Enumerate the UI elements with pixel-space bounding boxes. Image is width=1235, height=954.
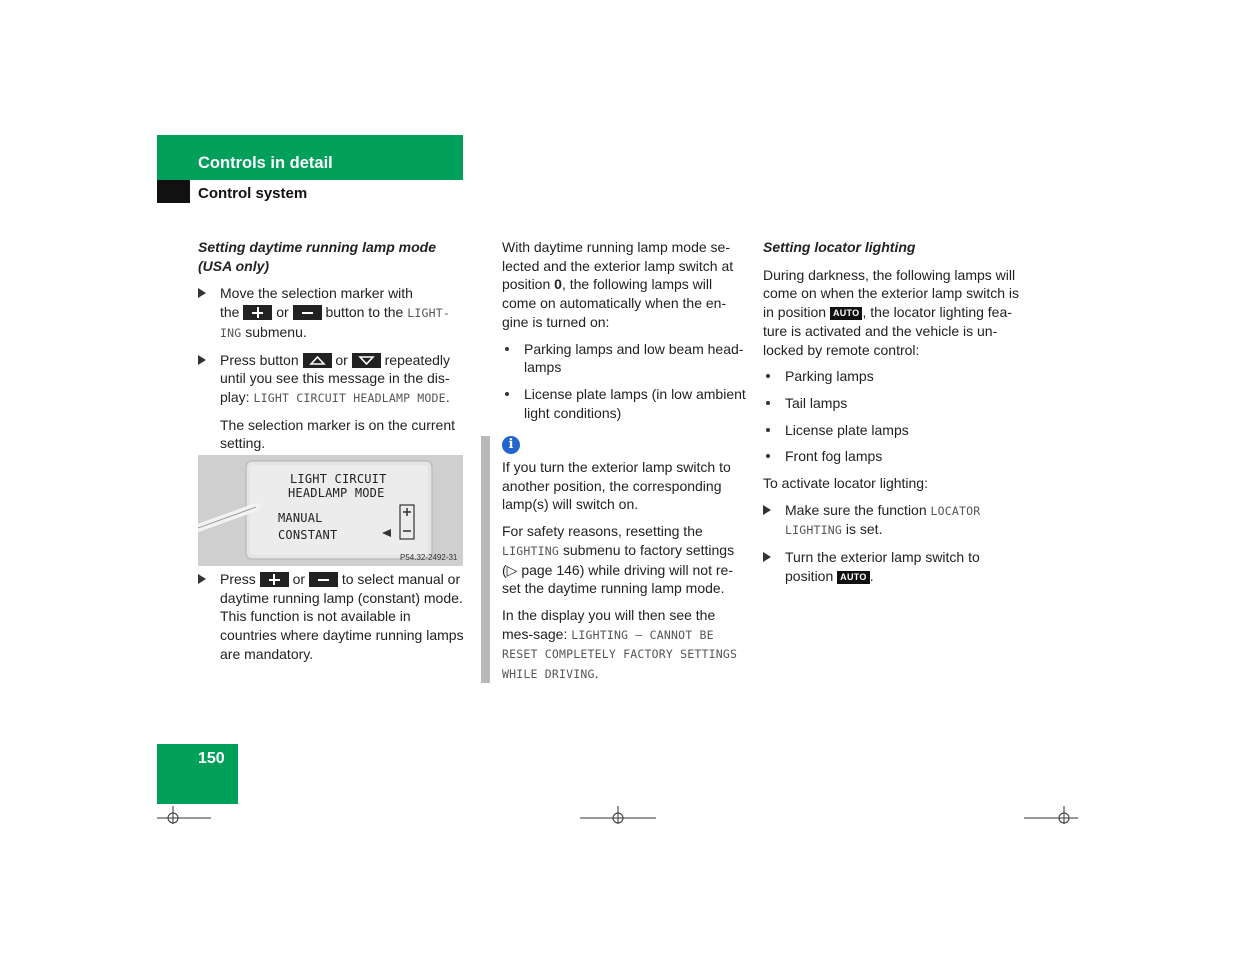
- plus-button-icon: [243, 305, 272, 320]
- minus-button-icon: [293, 305, 322, 320]
- info-icon: i: [502, 436, 520, 454]
- page-number: 150: [198, 750, 225, 767]
- display-line-4: CONSTANT: [278, 528, 338, 542]
- step-arrow-icon: [198, 574, 206, 584]
- subsection-marker: [157, 180, 190, 203]
- locator-intro: During darkness, the following lamps will come on when the exterior lamp switch is in position AUTO , the locator lighting fea-ture is activated and the vehicle is un-locked by remote control:: [763, 266, 1019, 358]
- display-illustration: [198, 455, 463, 566]
- step-arrow-icon: [763, 552, 771, 562]
- step-turn-switch: Turn the exterior lamp switch to position AUTO .: [763, 548, 1029, 585]
- list-item: Tail lamps: [763, 394, 1029, 413]
- heading-locator-lighting: Setting locator lighting: [763, 239, 916, 255]
- down-button-icon: [352, 353, 381, 368]
- step-set-function: Make sure the function LOCATOR LIGHTING is set.: [763, 501, 1029, 540]
- info-box: [502, 434, 748, 692]
- section-title: Controls in detail: [198, 154, 333, 172]
- display-line-2: HEADLAMP MODE: [288, 486, 385, 500]
- step-arrow-icon: [763, 505, 771, 515]
- info-text-1: If you turn the exterior lamp switch to another position, the corresponding lamp(s) will switch on.: [502, 459, 731, 513]
- step-press-button: Press button or repeatedly until you see this message in the dis- play: LIGHT CIRCUIT HEADLAMP MODE.: [198, 351, 464, 408]
- list-item: Front fog lamps: [763, 447, 1029, 466]
- activate-text: To activate locator lighting:: [763, 475, 928, 492]
- registration-mark-icon: [580, 804, 656, 824]
- step-select-mode: Press or to select manual or daytime running lamp (constant) mode. This function is not available in countries where daytime running lamps are mandatory.: [198, 570, 464, 664]
- info-text-3: In the display you will then see the mes-sage: LIGHTING – CANNOT BE RESET COMPLETELY FACTORY SETTINGS WHILE DRIVING.: [502, 606, 738, 682]
- minus-button-icon: [309, 572, 338, 587]
- up-button-icon: [303, 353, 332, 368]
- step-move-marker: Move the selection marker with the or button to the LIGHT- ING submenu.: [198, 284, 464, 342]
- subsection-title: Control system: [198, 185, 308, 202]
- display-line-3: MANUAL: [278, 511, 323, 525]
- list-item: Parking lamps: [763, 367, 1029, 386]
- auto-switch-icon: AUTO: [830, 307, 863, 320]
- list-item: License plate lamps: [763, 421, 1029, 440]
- info-text-2: For safety reasons, resetting the LIGHTING submenu to factory settings (▷ page 146) while driving will not re-set the daytime running lamp mode.: [502, 523, 735, 597]
- heading-daytime-running: Setting daytime running lamp mode (USA only): [198, 239, 437, 274]
- result-text: The selection marker is on the current setting.: [220, 416, 455, 452]
- column-3: [763, 238, 1029, 594]
- figure-reference: P54.32-2492-31: [400, 553, 458, 562]
- column-2: [502, 238, 748, 430]
- list-item: License plate lamps (in low ambient light conditions): [502, 385, 748, 422]
- registration-mark-icon: [1024, 804, 1078, 824]
- info-sidebar: [481, 436, 490, 683]
- plus-button-icon: [260, 572, 289, 587]
- column-1: [198, 238, 464, 461]
- auto-switch-icon: AUTO: [837, 571, 870, 584]
- column-1-lower: [198, 570, 464, 672]
- registration-mark-icon: [157, 804, 211, 824]
- display-line-1: LIGHT CIRCUIT: [290, 472, 387, 486]
- daytime-intro: With daytime running lamp mode se-lected and the exterior lamp switch at position 0, the following lamps will come on automatically when the en-gine is turned on:: [502, 239, 734, 330]
- list-item: Parking lamps and low beam head-lamps: [502, 340, 748, 377]
- step-arrow-icon: [198, 288, 206, 298]
- step-arrow-icon: [198, 355, 206, 365]
